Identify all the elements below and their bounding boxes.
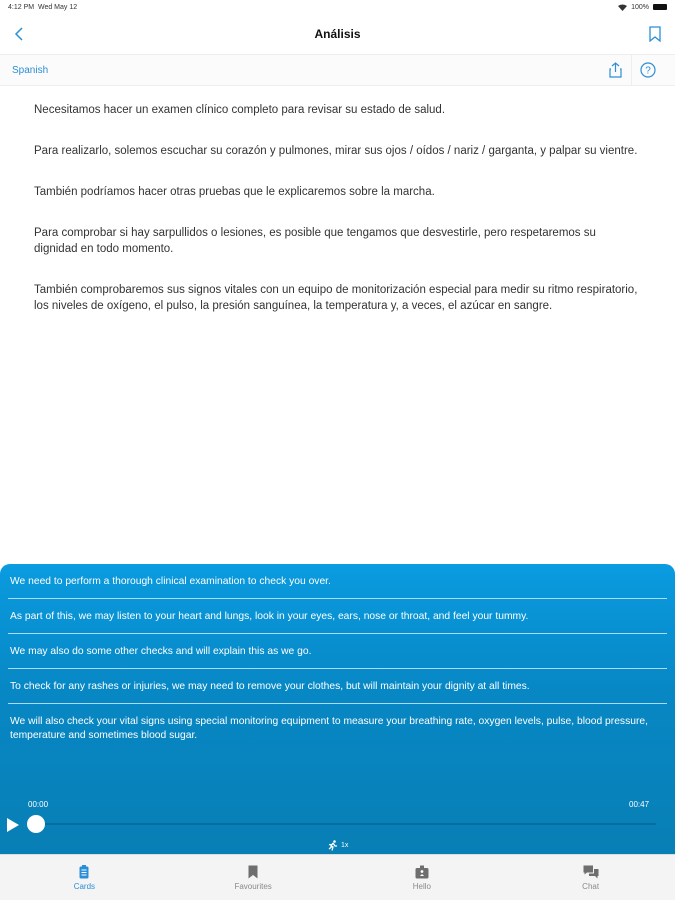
language-bar [0,54,675,86]
tab-label: Chat [582,881,600,891]
help-button[interactable] [631,54,663,86]
hello-icon [415,865,429,879]
status-date: Wed May 12 [37,3,78,11]
duration: 00:47 [629,800,650,809]
playback-speed-button[interactable] [328,840,348,851]
tab-label: Cards [73,881,96,891]
nav-bar [0,14,675,54]
page-title: Análisis [314,27,361,41]
bookmark-icon [649,26,661,42]
current-time: 00:00 [28,800,49,809]
speed-label: 1x [341,842,349,849]
spanish-paragraph: Para realizarlo, solemos escuchar su corazón y pulmones, mirar sus ojos / oídos / nariz / garganta, y palpar su vientre. [34,145,638,157]
progress-thumb[interactable] [27,815,45,833]
tab-cards[interactable] [0,855,169,900]
language-selector[interactable]: Spanish [12,64,49,76]
english-paragraph[interactable]: We will also check your vital signs using special monitoring equipment to measure your breathing rate, oxygen levels, pulse, blood pressure, temperature and sometimes blood sugar. [10,716,648,741]
share-button[interactable] [599,54,631,86]
wifi-icon [618,4,627,11]
play-button[interactable] [6,817,20,838]
spanish-paragraph: Para comprobar si hay sarpullidos o lesiones, es posible que tengamos que desvestirle, pero respetaremos su dignidad en todo momento. [34,227,596,255]
progress-track[interactable] [36,823,656,825]
chevron-left-icon [14,27,24,41]
tab-hello[interactable] [338,855,507,900]
status-bar [0,0,675,14]
spanish-paragraph: Necesitamos hacer un examen clínico completo para revisar su estado de salud. [34,104,446,116]
tab-label: Hello [412,881,431,891]
tab-bar [0,854,675,900]
spanish-paragraph: También comprobaremos sus signos vitales con un equipo de monitorización especial para medir su ritmo respiratorio, los niveles de oxígeno, el pulso, la presión sanguínea, la temperatura y, a veces, el azúcar en sangre. [34,284,638,312]
tab-chat[interactable] [506,855,675,900]
battery-percent: 100% [631,3,649,11]
running-figure-icon [328,840,338,851]
tab-label: Favourites [234,881,272,891]
english-paragraph[interactable]: To check for any rashes or injuries, we may need to remove your clothes, but will maintain your dignity at all times. [8,669,667,704]
tab-favourites[interactable] [169,855,338,900]
play-icon [6,817,20,833]
english-paragraph[interactable]: We need to perform a thorough clinical examination to check you over. [8,564,667,599]
back-button[interactable] [10,23,28,45]
english-paragraph[interactable]: We may also do some other checks and will explain this as we go. [8,634,667,669]
chat-icon [583,865,599,879]
bookmark-button[interactable] [645,22,665,46]
spanish-paragraph: También podríamos hacer otras pruebas que le explicaremos sobre la marcha. [34,186,435,198]
english-paragraph[interactable]: As part of this, we may listen to your heart and lungs, look in your eyes, ears, nose or throat, and feel your tummy. [8,599,667,634]
english-translation-panel [0,564,675,854]
battery-icon [653,4,667,10]
svg-text:?: ? [644,65,651,77]
bookmark-icon [248,865,258,879]
help-circle-icon [640,62,656,78]
cards-icon [79,865,89,879]
status-time: 4:12 PM [8,3,35,11]
share-icon [609,62,622,78]
spanish-text [0,86,675,314]
